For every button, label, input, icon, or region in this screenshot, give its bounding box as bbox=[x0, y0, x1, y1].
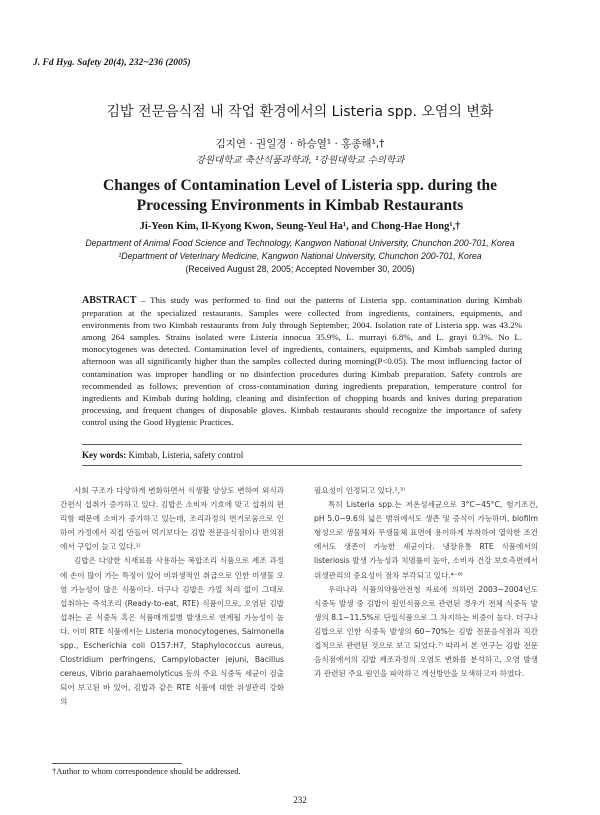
body-paragraph: 필요성이 인정되고 있다.²,³⁾ bbox=[314, 486, 405, 495]
korean-title: 김밥 전문음식점 내 작업 환경에서의 Listeria spp. 오염의 변화 bbox=[106, 104, 494, 120]
english-authors: Ji-Yeon Kim, Il-Kyong Kwon, Seung-Yeul Ha¹, and Chong-Hae Hong¹,† bbox=[139, 221, 461, 232]
body-paragraph: 특히 Listeria spp.는 저온성세균으로 3°C~45°C, 험기조건, pH 5.0~9.6의 넓은 범위에서도 생존 및 증식이 가능하며, biofilm 형성으로 생물체와 무생물체 표면에 용이하게 부착하여 열악한 조건에서도 생존이 가능한 세균이다. 냉장유통 RTE 식품에서의 listeriosis 발생 가능성과 치명률이 높아, 소비자 건강 보호측면에서 위생관리의 중요성이 점차 부각되고 있다.⁴⁻⁶⁾ bbox=[314, 500, 538, 580]
english-title bbox=[40, 176, 560, 216]
journal-citation: J. Fd Hyg. Safety 20(4), 232~236 (2005) bbox=[33, 58, 191, 68]
body-paragraph: 김밥은 다양한 식재료를 사용하는 복합조리 식품으로 제조 과정에 손이 많이 가는 특징이 있어 비위생적인 취급으로 인한 미생물 오염 가능성이 많은 식품이다. 더구나 김밥은 가열 처리 없이 그대로 섭취하는 즉석조리 (Ready-to-eat, RTE) 식품이므로, 오염된 김밥 섭취는 곧 식중독 혹은 식품매개질병 발생으로 연계될 가능성이 높다. 이미 RTE 식품에서는 Listeria monocytogenes, Salmonella spp., Escherichia coli O157:H7, Staphylococcus aureus, Clostridium perfringens, Campylobacter jejuni, Bacillus cereus, Vibrio parahaemolyticus 등의 주요 식중독 세균이 검출되어 보고된 바 있어, 김밥과 같은 RTE 식품에 대한 위생관리 강화의 bbox=[60, 556, 284, 707]
body-paragraph: 우리나라 식품의약품안전청 자료에 의하면 2003~2004년도 식중독 발생 중 김밥이 원인식품으로 관련된 경우가 전체 식중독 발생의 8.1~11.5%로 단일식품으로 그 차지하는 비중이 높다. 더구나 김밥으로 인한 식중독 발생의 60~70%는 김밥 전문음식점과 직간접적으로 관련된 것으로 보고 되었다.⁷⁾ 따라서 본 연구는 김밥 전문음식점에서의 김밥 제조과정의 오염도 변화를 분석하고, 오염 발생과 관련된 주요 원인을 파악하고 개선방안을 모색하고자 하였다. bbox=[314, 584, 538, 679]
english-title-line-1: Changes of Contamination Level of Listeria spp. during the bbox=[103, 177, 497, 194]
body-column-left bbox=[60, 484, 284, 710]
abstract-body: – This study was performed to find out the patterns of Listeria spp. contamination during Kimbab preparation at the specialized restaurants. Samples were collected from ingredients, containers, equipments, and environments from two Kimbab restaurants from July through September, 2004. Isolation rate of Listeria spp. was 43.2% among 264 samples. Strains isolated were Listeria innocua 35.9%, L. murrayi 6.8%, and L. grayi 0.3%. No L. monocytogenes was detected. Contamination level of ingredients, containers, equipments, and Kimbab sampled during afternoon was all significantly higher than the samples collected during morning(P<0.05). The most influencing factor of contamination was improper handling or no disinfection procedures during Kimbab preparation. Safety controls are recommended as follows; prevention of cross-contamination during ingredients preparation, temperature control for ingredients and Kimbab during holding, cleaning and disinfection of chopping boards and knives during preparation processing, and frequent changes of disposable gloves. Kimbab restaurants should recognize the importance of safety control using the Good Hygienic Practices. bbox=[82, 295, 522, 427]
footnote: †Author to whom correspondence should be addressed. bbox=[52, 766, 241, 776]
english-title-line-2: Processing Environments in Kimbab Restaurants bbox=[136, 197, 464, 214]
received-dates: (Received August 28, 2005; Accepted November 30, 2005) bbox=[185, 264, 415, 274]
keywords-label: Key words: bbox=[82, 450, 127, 460]
body-paragraph: 사회 구조가 다양하게 변화하면서 식생활 양상도 변하여 외식과 간편식 섭취가 증가하고 있다. 김밥은 소비자 기호에 맞고 섭취의 편리함 때문에 소비가 증가하고 있는데, 조리과정의 번거로움으로 인하여 가정에서 직접 만들어 먹기보다는 김밥 전문음식점이나 편의점에서 구입이 늘고 있다.¹⁾ bbox=[60, 486, 284, 552]
divider-below-keywords bbox=[82, 465, 522, 466]
body-column-right bbox=[314, 484, 538, 681]
abstract bbox=[82, 294, 522, 428]
affiliation-primary: Department of Animal Food Science and Technology, Kangwon National University, Chunchon 200-701, Korea bbox=[85, 238, 515, 248]
keywords bbox=[82, 450, 243, 460]
page-number: 232 bbox=[293, 795, 307, 805]
keywords-text: Kimbab, Listeria, safety control bbox=[128, 450, 244, 460]
divider-above-keywords bbox=[82, 444, 522, 445]
korean-authors: 김지연 · 권일경 · 하승열¹ · 홍종해¹,† bbox=[215, 138, 385, 150]
affiliation-secondary: ¹Department of Veterinary Medicine, Kangwon National University, Chunchon 200-701, Korea bbox=[118, 251, 482, 261]
footnote-divider bbox=[52, 763, 182, 764]
korean-affiliation: 강원대학교 축산식품과학과, ¹강원대학교 수의학과 bbox=[195, 155, 405, 166]
abstract-label: ABSTRACT bbox=[82, 295, 137, 306]
